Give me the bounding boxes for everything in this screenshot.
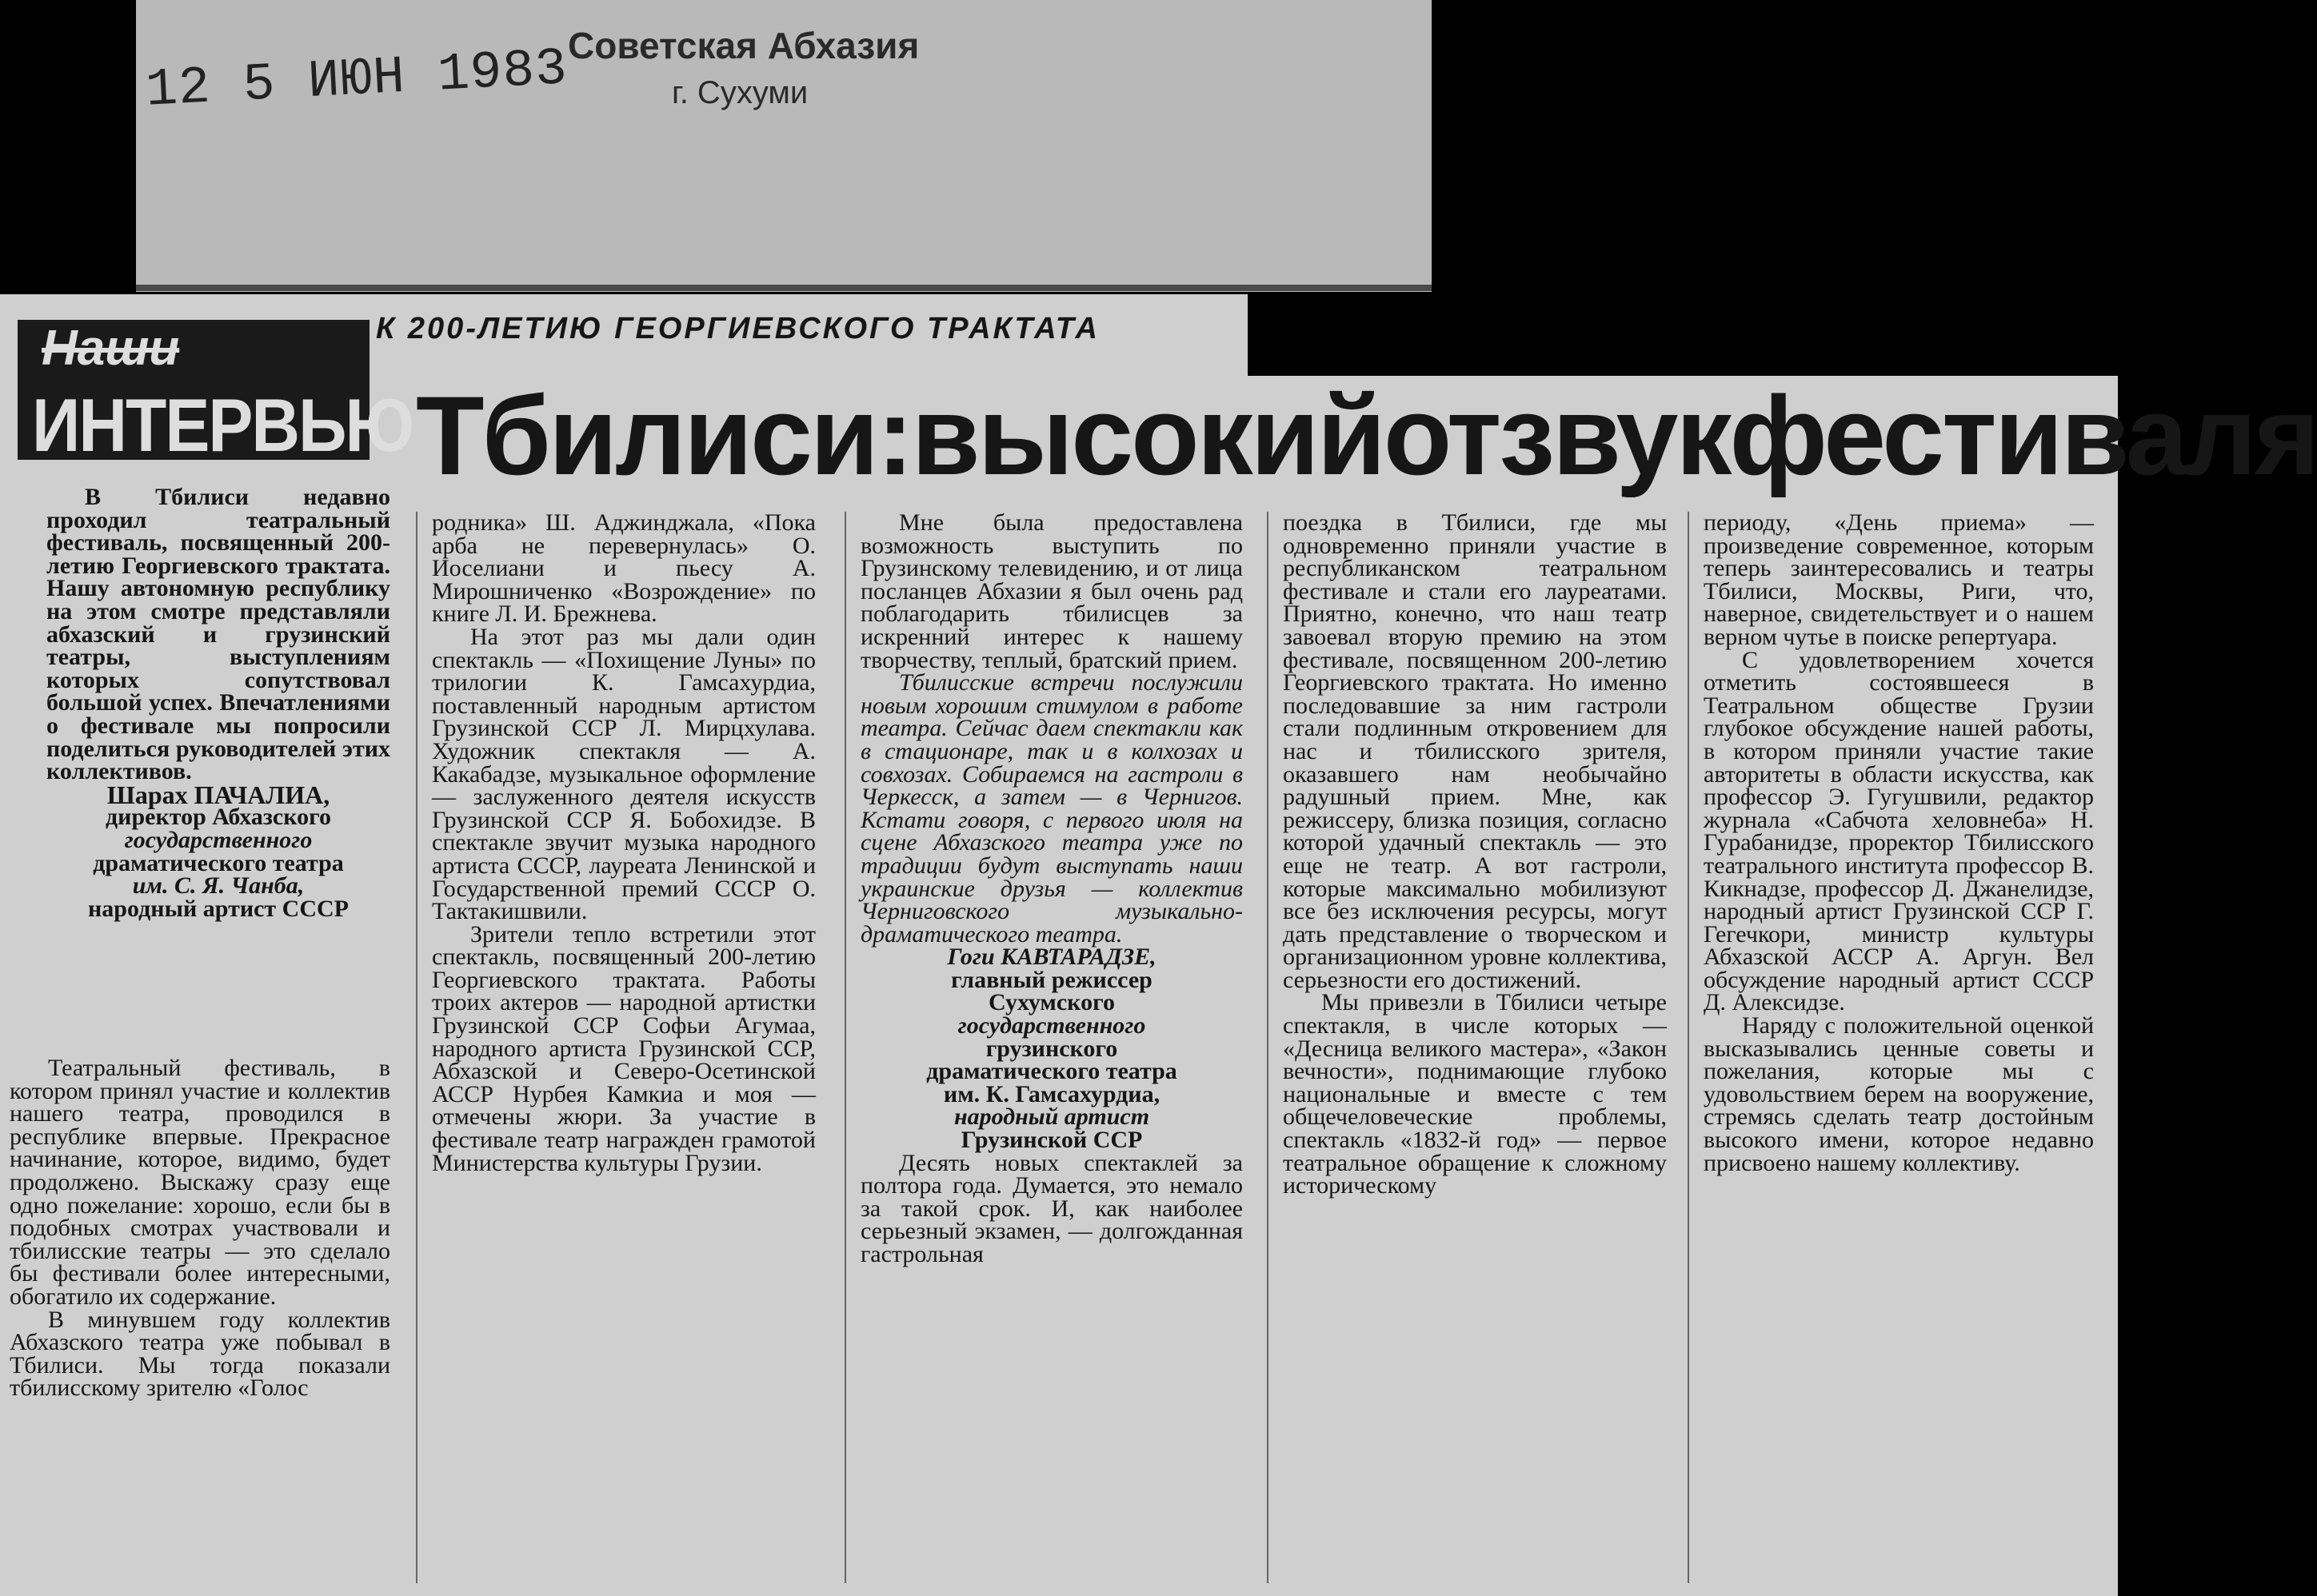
rubric-badge-line2: ИНТЕРВЬЮ bbox=[32, 383, 413, 468]
body-paragraph: Мы привезли в Тбилиси четыре спектакля, в числе которых — «Десница великого мастера», «Закон вечности», поднимающие глубоко национальные и вместе с тем общечеловеческие проблемы, спектакль «1832-й год» — первое театральное обращение к сложному историческому bbox=[1283, 989, 1667, 1199]
body-paragraph: Наряду с положительной оценкой высказывались ценные советы и пожелания, которые мы с удовольствием берем на вооружение, стремясь сделать театр достойным высокого имени, которое недавно присвоено нашему коллективу. bbox=[1704, 1012, 2094, 1176]
headline bbox=[416, 373, 2317, 498]
body-paragraph: Десять новых спектаклей за полтора года. Думается, это немало за такой срок. И, как наиболее серьезный экзамен, — долгожданная гастрольная bbox=[861, 1149, 1243, 1267]
clipping-stamp-card bbox=[136, 0, 1432, 292]
speaker2-title: Грузинской ССР bbox=[961, 1127, 1143, 1154]
rubric-badge bbox=[18, 320, 413, 468]
body-paragraph: Тбилисские встречи послужили новым хорошим стимулом в работе театра. Сейчас даем спектакли как в стационаре, так и в колхозах и совхозах. Собираемся на гастроли в Черкесск, а затем — в Чернигов. Кстати говоря, с первого июля на сцене Абхазского театра уже по традиции будут выступать наши украинские друзья — коллектив Черниговского музыкально-драматического театра. bbox=[861, 669, 1243, 948]
speaker2-title: государственного bbox=[957, 1012, 1146, 1039]
stamp-date: 12 5 ИЮН 1983 bbox=[144, 38, 569, 121]
column-divider bbox=[845, 512, 846, 1583]
body-paragraph: На этот раз мы дали один спектакль — «Похищение Луны» по трилогии К. Гамсахурдиа, поставленный народным артистом Грузинской ССР Л. Мирцхулава. Художник спектакля — А. Какабадзе, музыкальное оформление — заслуженного деятеля искусств Грузинской ССР Я. Бобохидзе. В спектакле звучит музыка народного артиста СССР, лауреата Ленинской и Государственной премий СССР О. Тактакишвили. bbox=[432, 623, 816, 925]
body-paragraph: В минувшем году коллектив Абхазского театра уже побывал в Тбилиси. Мы тогда показали тбилисскому зрителю «Голос bbox=[10, 1306, 390, 1402]
speaker2-title: главный режиссер bbox=[951, 966, 1153, 993]
speaker1-name: Шарах ПАЧАЛИА, bbox=[106, 780, 330, 809]
speaker1-title: им. С. Я. Чанба, bbox=[132, 872, 305, 900]
headline-word: отзвук bbox=[1383, 373, 1730, 498]
speaker1-title: директор Абхазского bbox=[105, 804, 331, 831]
body-paragraph: Театральный фестиваль, в котором принял участие и коллектив нашего театра, проводился в республике впервые. Прекрасное начинание, которое, видимо, будет продолжено. Выскажу сразу еще одно пожелание: хорошо, если бы в подобных смотрах участвовали и тбилисские театры — это сделало бы фестивали более интересными, обогатило их содержание. bbox=[10, 1055, 390, 1310]
headline-word: высокий bbox=[911, 373, 1384, 498]
article-lead bbox=[46, 486, 390, 920]
stamp-city: г. Сухуми bbox=[672, 75, 809, 110]
headline-word: фестиваля bbox=[1729, 373, 2317, 498]
body-paragraph: поездка в Тбилиси, где мы одновременно приняли участие в республиканском театральном фестивале и стали его лауреатами. Приятно, конечно, что наш театр завоевал вторую премию на этом фестивале, посвященном 200-летию Георгиевского трактата. Но именно последовавшие за ним гастроли стали подлинным откровением для нас и тбилисского зрителя, оказавшего нам необычайно радушный прием. Мне, как режиссеру, близка позиция, согласно которой удачный спектакль — это еще не театр. А вот гастроли, которые максимально мобилизуют все без исключения ресурсы, могут дать представление о творческом и организационном уровне коллектива, серьезности его достижений. bbox=[1283, 509, 1667, 993]
body-paragraph: Мне была предоставлена возможность выступить по Грузинскому телевидению, и от лица посланцев Абхазии я был очень рад поблагодарить тбилисцев за искренний интерес к нашему творчеству, теплый, братский прием. bbox=[861, 509, 1243, 673]
speaker2-title: грузинского bbox=[985, 1035, 1118, 1062]
rubric-kicker: К 200-ЛЕТИЮ ГЕОРГИЕВСКОГО ТРАКТАТА bbox=[376, 312, 1100, 345]
article-column-2 bbox=[432, 509, 816, 1176]
body-paragraph: С удовлетворением хочется отметить состоявшееся в Театральном обществе Грузии глубокое обсуждение нашей работы, в котором приняли участие такие авторитеты в области искусства, как профессор Э. Гугушвили, редактор журнала «Сабчота хеловнеба» Н. Гурабанидзе, проректор Тбилисского театрального института профессор В. Кикнадзе, профессор Д. Джанелидзе, народный артист Грузинской ССР Г. Гегечкори, министр культуры Абхазской АССР А. Аргун. Вел обсуждение народный артист СССР Д. Алексидзе. bbox=[1704, 646, 2094, 1016]
speaker1-title: народный артист СССР bbox=[88, 895, 349, 922]
column-divider bbox=[416, 512, 417, 1583]
divider bbox=[136, 285, 1432, 291]
body-paragraph: периоду, «День приема» — произведение современное, которым теперь заинтересовались и театры Тбилиси, Москвы, Риги, что, наверное, свидетельствует и о нашем верном чутье в поиске репертуара. bbox=[1704, 509, 2094, 650]
lead-paragraph: В Тбилиси недавно проходил театральный фестиваль, посвященный 200-летию Георгиевского трактата. Нашу автономную республику на этом смотре представляли абхазский и грузинский театры, выступлениям которых сопутствовал большой успех. Впечатлениями о фестивале мы попросили поделиться руководителей этих коллективов. bbox=[46, 484, 390, 785]
column-divider bbox=[1688, 512, 1689, 1583]
column-divider bbox=[1267, 512, 1268, 1583]
stamp-newspaper: Советская Абхазия bbox=[568, 25, 920, 66]
speaker1-title: государственного bbox=[124, 826, 313, 853]
headline-word: Тбилиси: bbox=[416, 373, 912, 498]
speaker1-title: драматического театра bbox=[93, 849, 344, 876]
speaker2-title: народный артист bbox=[953, 1103, 1150, 1131]
article-column-4 bbox=[1283, 509, 1667, 1199]
speaker2-title: им. К. Гамсахурдиа, bbox=[943, 1080, 1160, 1107]
body-paragraph: Зрители тепло встретили этот спектакль, посвященный 200-летию Георгиевского трактата. Работы троих актеров — народной артистки Грузинской ССР Софьи Агумаа, народного артиста Грузинской ССР, Абхазской и Северо-Осетинской АССР Нурбея Камкиа и моя — отмечены жюри. За участие в фестивале театр награжден грамотой Министерства культуры Грузии. bbox=[432, 920, 816, 1176]
article-column-3 bbox=[861, 509, 1243, 1267]
article-column-5 bbox=[1704, 509, 2094, 1176]
speaker2-name: Гоги КАВТАРАДЗЕ, bbox=[947, 944, 1157, 971]
body-paragraph: родника» Ш. Аджинджала, «Пока арба не перевернулась» О. Иоселиани и пьесу А. Мирошниченко «Возрождение» по книге Л. И. Брежнева. bbox=[432, 509, 816, 628]
speaker2-title: драматического театра bbox=[926, 1058, 1177, 1085]
article-column-1 bbox=[10, 1057, 390, 1400]
speaker2-title: Сухумского bbox=[989, 989, 1115, 1016]
speaker1-signature bbox=[46, 780, 390, 922]
rubric-badge-line1: Наши bbox=[42, 321, 180, 376]
speaker2-signature bbox=[861, 944, 1243, 1154]
